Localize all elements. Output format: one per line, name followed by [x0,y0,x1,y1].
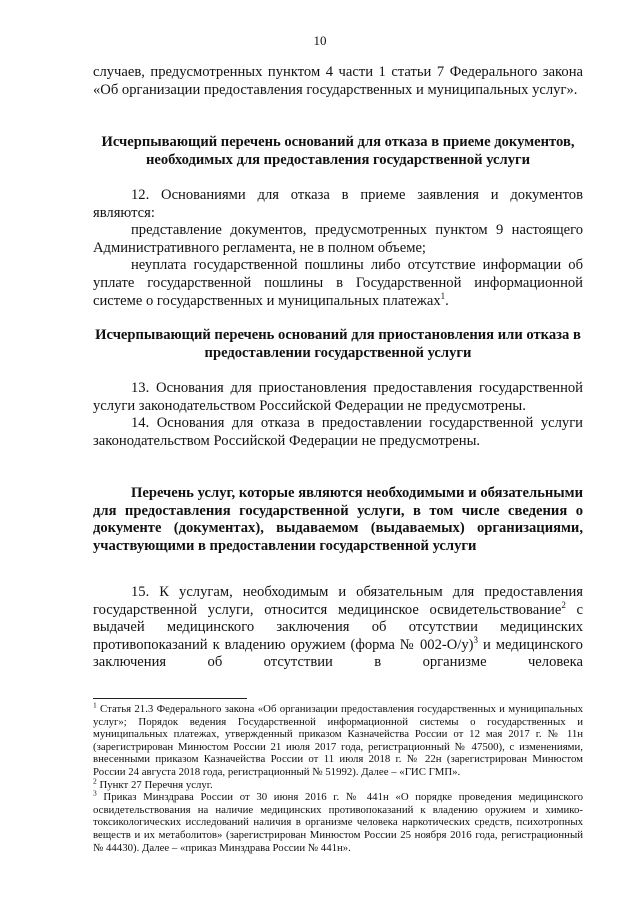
section-heading-required-services [93,485,583,555]
footnote-ref-2[interactable]: 2 [561,599,566,610]
footnote-divider [93,698,247,699]
heading-text: Перечень услуг, которые являются необходимыми и обязательными для предоставления государственной услуги, в том числе сведения о документе (документах), выдаваемом (выдаваемых) организациями, участвующими в предоставлении государственной услуги [93,485,583,554]
footnote-number: 1 [93,700,97,710]
paragraph-12-item-b [93,257,583,310]
footnote-number: 2 [93,775,97,785]
footnote-number: 3 [93,788,97,798]
paragraph-15 [93,584,583,672]
footnote-text: Статья 21.3 Федерального закона «Об организации предоставления государственных и муниципальных услуг»; Порядок ведения Государственной информационной системы о государственных и муниципальных платежах, утвержденный приказом Казначейства России от 12 мая 2017 г. № 11н (зарегистрирован Минюстом России 21 июля 2017 года, регистрационный № 47500), с изменениями, внесенными приказом Казначейства России от 11 июля 2018 г. № 22н (зарегистрирован Минюстом России 24 августа 2018 года, регистрационный № 51992). Далее – «ГИС ГМП». [93,703,583,778]
footnote-text: Приказ Минздрава России от 30 июня 2016 г. № 441н «О порядке проведения медицинского освидетельствования на наличие медицинских противопоказаний к владению оружием и химико-токсикологических исследований наличия в организме человека наркотических средств, психотропных веществ и их метаболитов» (зарегистрирован Минюстом России 25 ноября 2016 года, регистрационный № 44430). Далее – «приказ Минздрава России № 441н». [93,791,583,854]
paragraph-15-text [93,584,583,672]
section-heading-refusal-acceptance [93,134,583,169]
footnote-ref-3[interactable]: 3 [473,634,479,645]
paragraph-15-part-c: и медицинского заключения об отсутствии в организме человека [93,636,583,671]
paragraph-text: случаев, предусмотренных пунктом 4 части 1 статьи 7 Федерального закона «Об организации предоставления государственных и муниципальных услуг». [93,64,583,98]
page-number: 10 [313,33,327,48]
heading-text: Исчерпывающий перечень оснований для отказа в приеме документов, необходимых для предоставления государственной услуги [101,134,575,168]
footnote-3 [93,788,583,854]
paragraph-15-part-b: с выдачей медицинского заключения об отсутствии медицинских противопоказаний к владению оружием (форма № 002-О/у) [93,601,583,653]
paragraph-continuation [93,64,583,99]
paragraph-12-intro: 12. Основаниями для отказа в приеме заявления и документов являются: [93,187,583,221]
footnote-text: Пункт 27 Перечня услуг. [96,778,213,791]
paragraph-12-item-b-text: неуплата государственной пошлины либо отсутствие информации об уплате государственной пошлины в Государственной информационной системе о государственных и муниципальных платежах [93,257,583,309]
paragraph-12-item-a: представление документов, предусмотренных пунктом 9 настоящего Административного регламента, не в полном объеме; [93,222,583,256]
footnote-1 [93,700,583,779]
paragraph-12-item-b-end: . [445,292,449,309]
footnotes-section [93,698,583,854]
paragraph-13: 13. Основания для приостановления предоставления государственной услуги законодательством Российской Федерации не предусмотрены. [93,380,583,414]
footnote-ref-1[interactable]: 1 [440,290,446,301]
section-heading-suspension [93,327,583,362]
paragraph-15-part-a: 15. К услугам, необходимым и обязательным для предоставления государственной услуги, относится медицинское освидетельствование [93,584,583,618]
paragraph-13-14 [93,380,583,450]
heading-text: Исчерпывающий перечень оснований для приостановления или отказа в предоставлении государственной услуги [95,327,581,361]
paragraph-14: 14. Основания для отказа в предоставлении государственной услуги законодательством Российской Федерации не предусмотрены. [93,415,583,449]
footnote-2 [93,775,583,792]
paragraph-12 [93,187,583,310]
